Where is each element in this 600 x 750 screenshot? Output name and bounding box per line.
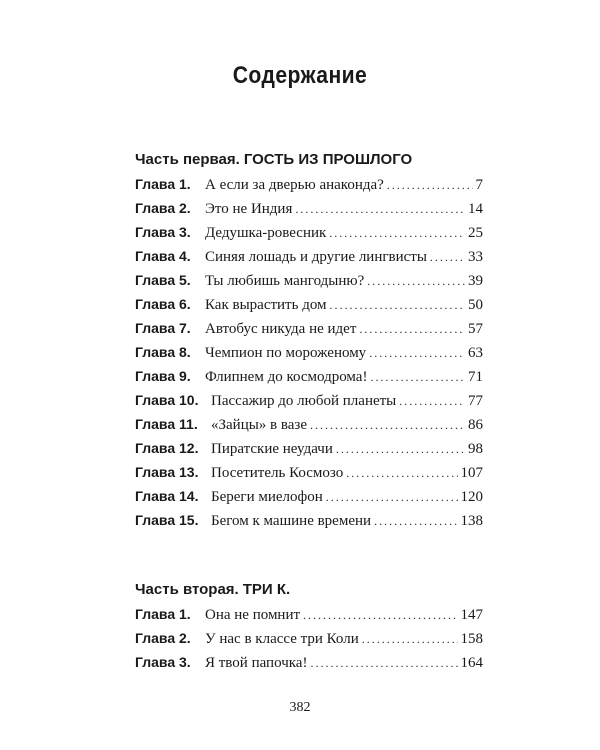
chapter-label: Глава 6. [135, 296, 191, 312]
chapter-title: Она не помнит [205, 607, 301, 623]
chapter-label: Глава 1. [135, 606, 191, 622]
leader-dots [310, 651, 457, 675]
leader-dots [295, 197, 465, 221]
toc-entry [135, 196, 483, 220]
toc-entry [135, 626, 483, 650]
chapter-label: Глава 3. [135, 654, 191, 670]
chapter-title: Пассажир до любой планеты [211, 393, 397, 409]
leader-dots [369, 341, 465, 365]
toc-entry [135, 436, 483, 460]
leader-dots [346, 461, 457, 485]
toc-entry [135, 316, 483, 340]
part-2-header [135, 578, 483, 602]
chapter-label: Глава 13. [135, 464, 199, 480]
leader-dots [336, 437, 465, 461]
chapter-title: А если за дверью анаконда? [205, 177, 384, 193]
toc-entry [135, 268, 483, 292]
page-number: 77 [468, 393, 483, 409]
part-1-name: ГОСТЬ ИЗ ПРОШЛОГО [243, 151, 413, 168]
page-number: 120 [460, 489, 483, 505]
leader-dots [367, 269, 465, 293]
toc-entry [135, 602, 483, 626]
chapter-label: Глава 3. [135, 224, 191, 240]
page-number: 25 [468, 225, 483, 241]
chapter-title: Бегом к машине времени [211, 513, 372, 529]
leader-dots [330, 293, 465, 317]
leader-dots [326, 485, 458, 509]
chapter-label: Глава 5. [135, 272, 191, 288]
chapter-title: Береги миелофон [211, 489, 323, 505]
page-number: 7 [475, 177, 483, 193]
page-number: 164 [460, 655, 483, 671]
page-number: 57 [468, 321, 483, 337]
chapter-title: Синяя лошадь и другие лингвисты [205, 249, 427, 265]
part-2-label: Часть вторая. [135, 581, 239, 598]
toc-entry [135, 412, 483, 436]
leader-dots [359, 317, 465, 341]
leader-dots [387, 173, 473, 197]
toc-entry [135, 508, 483, 532]
part-1 [135, 148, 483, 532]
leader-dots [370, 365, 465, 389]
chapter-title: Пиратские неудачи [211, 441, 333, 457]
page-number: 39 [468, 273, 483, 289]
chapter-label: Глава 1. [135, 176, 191, 192]
toc-entry [135, 650, 483, 674]
page-number: 158 [460, 631, 483, 647]
chapter-label: Глава 9. [135, 368, 191, 384]
page-number: 147 [460, 607, 483, 623]
page-number: 138 [460, 513, 483, 529]
page-number: 71 [468, 369, 483, 385]
chapter-title: «Зайцы» в вазе [211, 417, 308, 433]
page-number: 98 [468, 441, 483, 457]
part-1-header [135, 148, 483, 172]
page-number: 14 [468, 201, 483, 217]
page-number: 107 [460, 465, 483, 481]
chapter-label: Глава 8. [135, 344, 191, 360]
page-number: 86 [468, 417, 483, 433]
leader-dots [374, 509, 457, 533]
leader-dots [329, 221, 465, 245]
part-1-label: Часть первая. [135, 151, 240, 168]
chapter-label: Глава 2. [135, 200, 191, 216]
chapter-label: Глава 10. [135, 392, 199, 408]
chapter-label: Глава 4. [135, 248, 191, 264]
page-title: Содержание [232, 62, 368, 89]
toc-entry [135, 388, 483, 412]
chapter-label: Глава 7. [135, 320, 191, 336]
toc-entry [135, 364, 483, 388]
toc-entry [135, 244, 483, 268]
page-number: 63 [468, 345, 483, 361]
chapter-title: Дедушка-ровесник [205, 225, 327, 241]
chapter-title: Как вырастить дом [205, 297, 327, 313]
chapter-title: У нас в классе три Коли [205, 631, 359, 647]
chapter-title: Я твой папочка! [205, 655, 308, 671]
leader-dots [430, 245, 465, 269]
toc-entry [135, 340, 483, 364]
toc-entry [135, 484, 483, 508]
leader-dots [303, 603, 457, 627]
page-folio-number: 382 [289, 700, 311, 715]
leader-dots [362, 627, 458, 651]
toc-entry [135, 460, 483, 484]
chapter-label: Глава 14. [135, 488, 199, 504]
leader-dots [310, 413, 465, 437]
chapter-title: Чемпион по мороженому [205, 345, 367, 361]
chapter-title: Посетитель Космозо [211, 465, 344, 481]
page-number: 50 [468, 297, 483, 313]
page-number: 33 [468, 249, 483, 265]
chapter-label: Глава 15. [135, 512, 199, 528]
chapter-label: Глава 2. [135, 630, 191, 646]
toc-entry [135, 220, 483, 244]
chapter-title: Это не Индия [205, 201, 293, 217]
chapter-label: Глава 11. [135, 416, 198, 432]
toc-entry [135, 292, 483, 316]
chapter-label: Глава 12. [135, 440, 199, 456]
chapter-title: Ты любишь мангодыню? [205, 273, 365, 289]
toc-entry [135, 172, 483, 196]
leader-dots [399, 389, 465, 413]
part-2 [135, 578, 483, 674]
chapter-title: Автобус никуда не идет [205, 321, 357, 337]
part-2-name: ТРИ К. [242, 581, 291, 598]
chapter-title: Флипнем до космодрома! [205, 369, 368, 385]
